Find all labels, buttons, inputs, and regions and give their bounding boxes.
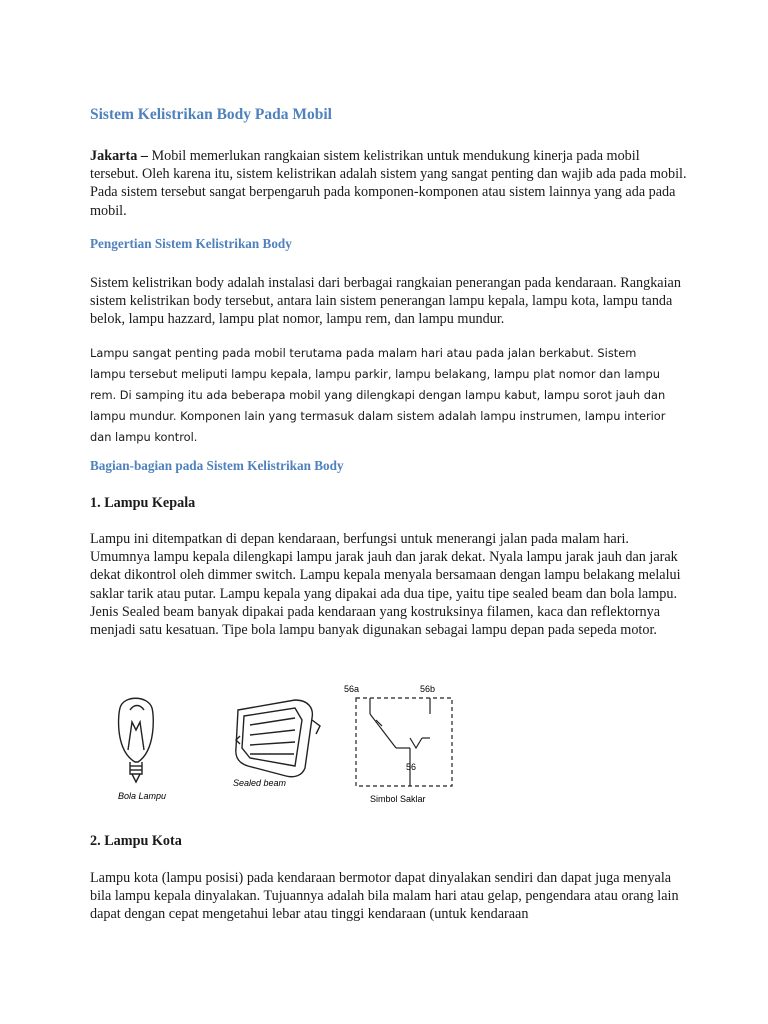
item-heading-lampu-kota: 2. Lampu Kota: [90, 833, 182, 849]
item-heading-lampu-kepala: 1. Lampu Kepala: [90, 495, 196, 511]
bulb-drawing: [119, 698, 154, 782]
item1-paragraph: Lampu ini ditempatkan di depan kendaraan, berfungsi untuk menerangi jalan pada malam hari. Umumnya lampu kepala dilengkapi lampu jarak jauh dan jarak dekat. Nyala lampu jarak jauh dan jarak dekat dikontrol oleh dimmer switch. Lampu kepala menyala bersamaan dengan lampu belakang melalui saklar tarik atau putar. Lampu kepala yang dipakai ada dua tipe, yaitu tipe sealed beam dan bola lampu. Jenis Sealed beam banyak dipakai pada kendaraan yang kostruksinya filamen, kaca dan reflektornya menjadi satu kesatuan. Tipe bola lampu banyak digunakan sebagai lampu depan pada sepeda motor.: [90, 531, 681, 639]
label-56a: 56a: [344, 684, 360, 694]
label-56b: 56b: [420, 684, 436, 694]
section1-paragraph: Sistem kelistrikan body adalah instalasi dari berbagai rangkaian penerangan pada kendaraan. Rangkaian sistem kelistrikan body tersebut, antara lain sistem penerangan lampu kepala, lampu kota, lampu tanda belok, lampu hazzard, lampu plat nomor, lampu rem, dan lampu mundur.: [90, 275, 681, 328]
lamp-figure: [90, 670, 475, 815]
caption-switch: Simbol Saklar: [370, 794, 426, 804]
article-title: Sistem Kelistrikan Body Pada Mobil: [90, 106, 332, 123]
sealed-beam-drawing: [236, 700, 320, 777]
item2-paragraph: Lampu kota (lampu posisi) pada kendaraan bermotor dapat dinyalakan sendiri dan dapat juga menyala bila lampu kepala dinyalakan. Tujuannya adalah bila malam hari atau gelap, pengendara atau orang lain dapat dengan cepat mengetahui lebar atau tinggi kendaraan (untuk kendaraan: [90, 870, 679, 923]
section-heading-pengertian: Pengertian Sistem Kelistrikan Body: [90, 236, 292, 251]
intro-lead: Jakarta –: [90, 148, 148, 164]
section1-paragraph-2: Lampu sangat penting pada mobil terutama pada malam hari atau pada jalan berkabut. Sistem lampu tersebut meliputi lampu kepala, lampu parkir, lampu belakang, lampu plat nomor dan lampu rem. Di samping itu ada beberapa mobil yang dilengkapi dengan lampu kabut, lampu sorot jauh dan lampu mundur. Komponen lain yang termasuk dalam sistem adalah lampu instrumen, lampu interior dan lampu kontrol.: [90, 346, 666, 444]
label-56: 56: [406, 762, 417, 772]
section-heading-bagian: Bagian-bagian pada Sistem Kelistrikan Body: [90, 458, 344, 473]
lamp-figure-svg: [90, 670, 475, 815]
caption-sealed-beam: Sealed beam: [233, 778, 287, 788]
intro-text: Mobil memerlukan rangkaian sistem kelistrikan untuk mendukung kinerja pada mobil tersebut. Oleh karena itu, sistem kelistrikan adalah sistem yang sangat penting dan wajib ada pada mobil. Pada sistem tersebut sangat berpengaruh pada komponen-komponen atau sistem lainnya yang ada pada mobil.: [90, 148, 687, 219]
switch-symbol-drawing: [356, 698, 452, 786]
intro-paragraph: [90, 147, 690, 220]
caption-bulb: Bola Lampu: [118, 791, 167, 801]
